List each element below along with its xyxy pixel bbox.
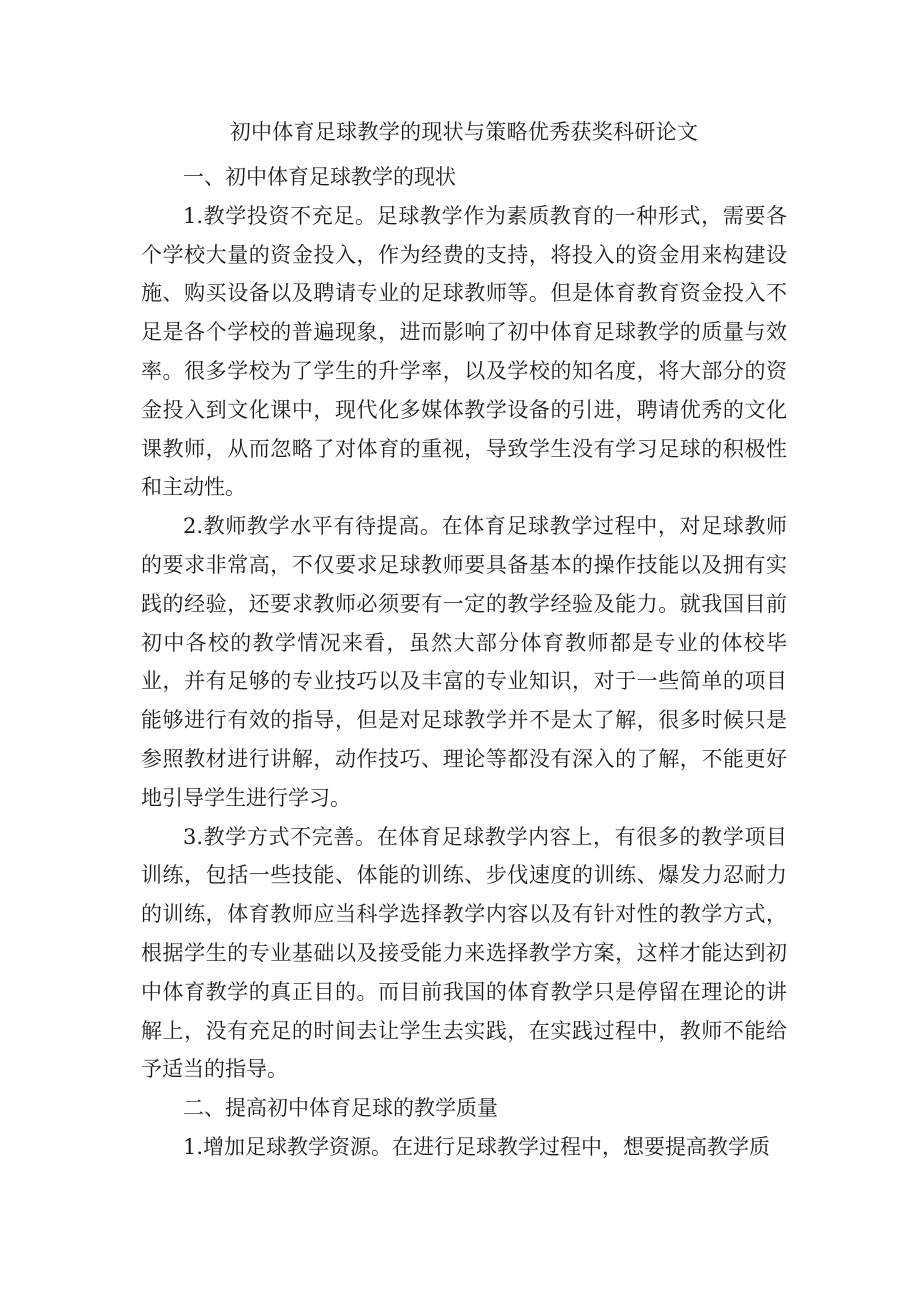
document-title: 初中体育足球教学的现状与策略优秀获奖科研论文 [229,120,699,144]
document-page [141,112,787,1167]
paragraph: 1.教学投资不充足。足球教学作为素质教育的一种形式，需要各个学校大量的资金投入，作为经费的支持，将投入的资金用来构建设施、购买设备以及聘请专业的足球教师等。但是体育教育资金投入不足是各个学校的普遍现象，进而影响了初中体育足球教学的质量与效率。很多学校为了学生的升学率，以及学校的知名度，将大部分的资金投入到文化课中，现代化多媒体教学设备的引进，聘请优秀的文化课教师，从而忽略了对体育的重视，导致学生没有学习足球的积极性和主动性。 [141,203,787,500]
paragraph: 3.教学方式不完善。在体育足球教学内容上，有很多的教学项目训练，包括一些技能、体能的训练、步伐速度的训练、爆发力忍耐力的训练，体育教师应当科学选择教学内容以及有针对性的教学方式，根据学生的专业基础以及接受能力来选择教学方案，这样才能达到初中体育教学的真正目的。而目前我国的体育教学只是停留在理论的讲解上，没有充足的时间去让学生去实践，在实践过程中，教师不能给予适当的指导。 [141,824,787,1082]
paragraph: 2.教师教学水平有待提高。在体育足球教学过程中，对足球教师的要求非常高，不仅要求足球教师要具备基本的操作技能以及拥有实践的经验，还要求教师必须要有一定的教学经验及能力。就我国目前初中各校的教学情况来看，虽然大部分体育教师都是专业的体校毕业，并有足够的专业技巧以及丰富的专业知识，对于一些简单的项目能够进行有效的指导，但是对足球教学并不是太了解，很多时候只是参照教材进行讲解，动作技巧、理论等都没有深入的了解，不能更好地引导学生进行学习。 [141,514,787,810]
section-heading-2: 二、提高初中体育足球的教学质量 [183,1096,498,1121]
section-heading-1: 一、初中体育足球教学的现状 [183,165,456,189]
paragraph: 1.增加足球教学资源。在进行足球教学过程中，想要提高教学质 [183,1134,771,1159]
